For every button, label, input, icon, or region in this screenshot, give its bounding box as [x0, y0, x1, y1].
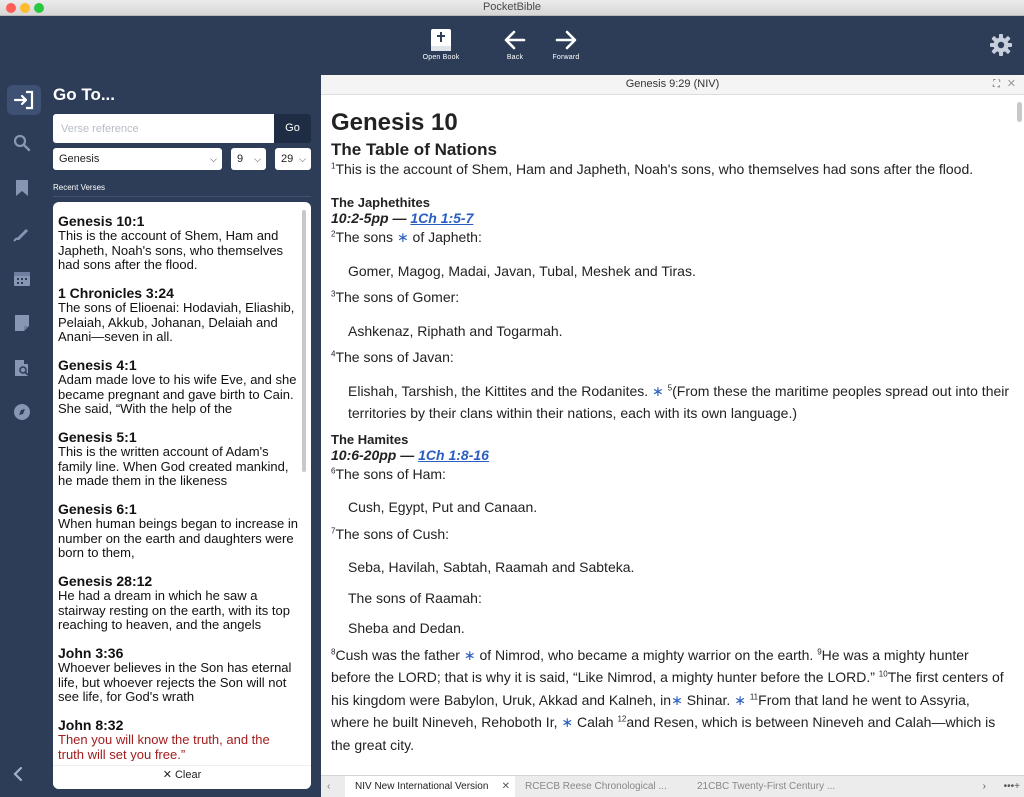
recent-verse-ref: Genesis 5:1 [58, 429, 137, 445]
verses-8-12: $^8$Cush was the father ∗ of Nimrod, who became a mighty warrior on the earth. $^9$He was a mighty hunter before the LORD; that is why it is said, “Like Nimrod, a mighty hunter before the LORD.” $^{10}$The first centers of his kingdom were Babylon, Uruk, Akkad and Kalneh, in∗ Shinar. ∗ $^{11}$From that land he went to Assyria, where he built Nineveh, Rehoboth Ir, ∗ Calah $^{12}$and Resen, which is between Nineveh and Calah—which is the great city. [331, 646, 1004, 753]
verse-select[interactable] [275, 148, 311, 170]
clear-label: Clear [174, 769, 202, 781]
recent-verses-label: Recent Verses [53, 183, 106, 192]
more-tabs-icon[interactable]: •••+ [1003, 781, 1020, 792]
verse-reference-input[interactable] [53, 114, 274, 143]
verse-6-list: Cush, Egypt, Put and Canaan. [348, 499, 538, 515]
settings-gear-icon[interactable] [989, 33, 1013, 57]
reader-scrollbar[interactable] [1017, 102, 1022, 122]
open-book-label: Open Book [422, 54, 460, 61]
reader-header [321, 75, 1024, 95]
chevron-left-icon[interactable]: ‹ [327, 781, 331, 792]
document-search-icon[interactable] [11, 357, 33, 379]
recent-verses-list[interactable] [53, 202, 311, 789]
list-item[interactable] [58, 429, 298, 488]
tab-rcecb[interactable] [515, 776, 687, 797]
recent-verse-ref: John 3:36 [58, 645, 124, 661]
cross-reference: 10:6-20pp — 1Ch 1:8-16 [331, 446, 489, 463]
footnote-star-icon[interactable]: ∗ [396, 229, 409, 245]
verse-7-list: Seba, Havilah, Sabtah, Raamah and Sabteka. [348, 559, 635, 575]
chevron-down-icon: ⌵ [299, 154, 306, 164]
goto-panel [43, 75, 321, 797]
clear-button[interactable] [53, 765, 311, 789]
goto-title: Go To... [53, 85, 116, 104]
recent-verse-ref: Genesis 6:1 [58, 501, 137, 517]
list-item[interactable] [58, 717, 298, 761]
verse-7-b: The sons of Raamah: [348, 589, 482, 606]
tab-label: RCECB Reese Chronological ... [525, 781, 667, 792]
main-toolbar [0, 16, 1024, 75]
close-icon[interactable]: ✕ [1006, 78, 1016, 90]
open-book-button[interactable] [411, 26, 471, 61]
verse-3-list: Ashkenaz, Riphath and Togarmah. [348, 322, 563, 339]
list-scrollbar[interactable] [302, 210, 306, 472]
version-tab-bar [321, 775, 1024, 797]
list-item[interactable] [58, 573, 298, 632]
book-icon [411, 26, 471, 54]
go-button[interactable]: Go [274, 114, 311, 143]
footnote-star-icon[interactable]: ∗ [561, 714, 574, 730]
book-select[interactable] [53, 148, 222, 170]
list-item[interactable] [58, 645, 298, 704]
search-icon[interactable] [11, 132, 33, 154]
highlighter-icon[interactable] [11, 222, 33, 244]
recent-verse-text: Adam made love to his wife Eve, and she became pregnant and gave birth to Cain. She said, “With the help of the [58, 373, 297, 416]
chapter-select[interactable] [231, 148, 266, 170]
verse-4: $^4$The sons of Javan: [331, 349, 454, 365]
reference-title: Genesis 9:29 (NIV) [625, 78, 720, 90]
forward-button[interactable] [536, 26, 596, 61]
footnote-star-icon[interactable]: ∗ [734, 691, 746, 708]
window-titlebar [0, 0, 1024, 16]
verse-2-list: Gomer, Magog, Madai, Javan, Tubal, Meshek and Tiras. [348, 262, 696, 279]
chevron-right-icon[interactable]: › [982, 781, 986, 792]
verse-2: $^2$The sons ∗ of Japheth: [331, 229, 482, 245]
verse-4-5: Elishah, Tarshish, the Kittites and the Rodanites. ∗ $^5$(From these the maritime peoples spread out into their territories by their clans within their nations, each with its own language.) [348, 382, 1010, 421]
tab-label: NIV New International Version [355, 781, 489, 792]
recent-verse-text: He had a dream in which he saw a stairway resting on the earth, with its top reaching to heaven, and the angels [58, 589, 290, 632]
bookmark-icon[interactable] [11, 177, 33, 199]
chevron-down-icon: ⌵ [254, 154, 261, 164]
footnote-star-icon[interactable]: ∗ [671, 691, 683, 708]
calendar-icon[interactable] [11, 267, 33, 289]
recent-verse-ref: Genesis 10:1 [58, 213, 145, 229]
list-item[interactable] [58, 357, 298, 416]
divider [53, 196, 311, 197]
navigation-rail [0, 75, 43, 797]
verse-select-value: 29 [281, 153, 294, 165]
recent-verse-ref: Genesis 4:1 [58, 357, 137, 373]
expand-icon[interactable]: ⛶ [993, 79, 1000, 90]
compass-icon[interactable] [11, 401, 33, 423]
back-label: Back [506, 54, 524, 61]
recent-verse-ref: Genesis 28:12 [58, 573, 153, 589]
list-item[interactable] [58, 501, 298, 560]
reading-pane [321, 75, 1024, 797]
section-heading-japhethites: The Japhethites [331, 195, 430, 210]
section-title: The Table of Nations [331, 140, 497, 159]
recent-verse-text: This is the written account of Adam's family line. When God created mankind, he made them in the likeness [58, 445, 289, 488]
verse-1: $^1$This is the account of Shem, Ham and Japheth, Noah's sons, who themselves had sons after the flood. [331, 161, 974, 177]
chapter-select-value: 9 [237, 153, 244, 165]
recent-verse-ref: 1 Chronicles 3:24 [58, 285, 174, 301]
arrow-right-icon [536, 26, 596, 54]
notes-icon[interactable] [11, 312, 33, 334]
book-select-value: Genesis [59, 153, 100, 165]
list-item[interactable] [58, 213, 298, 272]
forward-label: Forward [552, 54, 580, 61]
verse-6: $^6$The sons of Ham: [331, 465, 446, 482]
close-icon: ✕ [162, 769, 172, 781]
chapter-title: Genesis 10 [331, 109, 458, 136]
close-icon[interactable]: ✕ [501, 781, 510, 792]
recent-verse-text: Whoever believes in the Son has eternal life, but whoever rejects the Son will not see life, for God's wrath [58, 661, 292, 704]
bible-text [331, 109, 1011, 756]
recent-verse-ref: John 8:32 [58, 717, 124, 733]
footnote-star-icon[interactable]: ∗ [463, 646, 476, 663]
window-title: PocketBible [482, 1, 542, 13]
verse-7-list-2: Sheba and Dedan. [348, 620, 465, 636]
cross-reference-link[interactable]: 1Ch 1:5-7 [410, 210, 474, 226]
goto-sign-in-icon[interactable] [7, 85, 41, 115]
recent-verse-text: This is the account of Shem, Ham and Japheth, Noah's sons, who themselves had sons after the flood. [58, 229, 284, 272]
list-item[interactable] [58, 285, 298, 344]
section-heading-hamites: The Hamites [331, 431, 409, 447]
recent-verse-text: When human beings began to increase in number on the earth and daughters were born to them, [58, 517, 298, 560]
tab-label: 21CBC Twenty-First Century ... [697, 781, 836, 792]
verse-3: $^3$The sons of Gomer: [331, 289, 460, 305]
cross-reference-link[interactable]: 1Ch 1:8-16 [418, 446, 489, 463]
collapse-chevron-icon[interactable] [12, 766, 24, 787]
tab-21cbc[interactable] [687, 776, 857, 797]
cross-reference: 10:2-5pp — 1Ch 1:5-7 [331, 210, 474, 226]
footnote-star-icon[interactable]: ∗ [652, 382, 664, 399]
verse-7: $^7$The sons of Cush: [331, 525, 450, 542]
chevron-down-icon: ⌵ [210, 154, 217, 164]
recent-verse-text: The sons of Elioenai: Hodaviah, Eliashib, Pelaiah, Akkub, Johanan, Delaiah and Anani—seven in all. [58, 301, 295, 344]
tab-niv[interactable] [345, 776, 515, 797]
recent-verse-text: Then you will know the truth, and the truth will set you free.” [58, 733, 270, 761]
